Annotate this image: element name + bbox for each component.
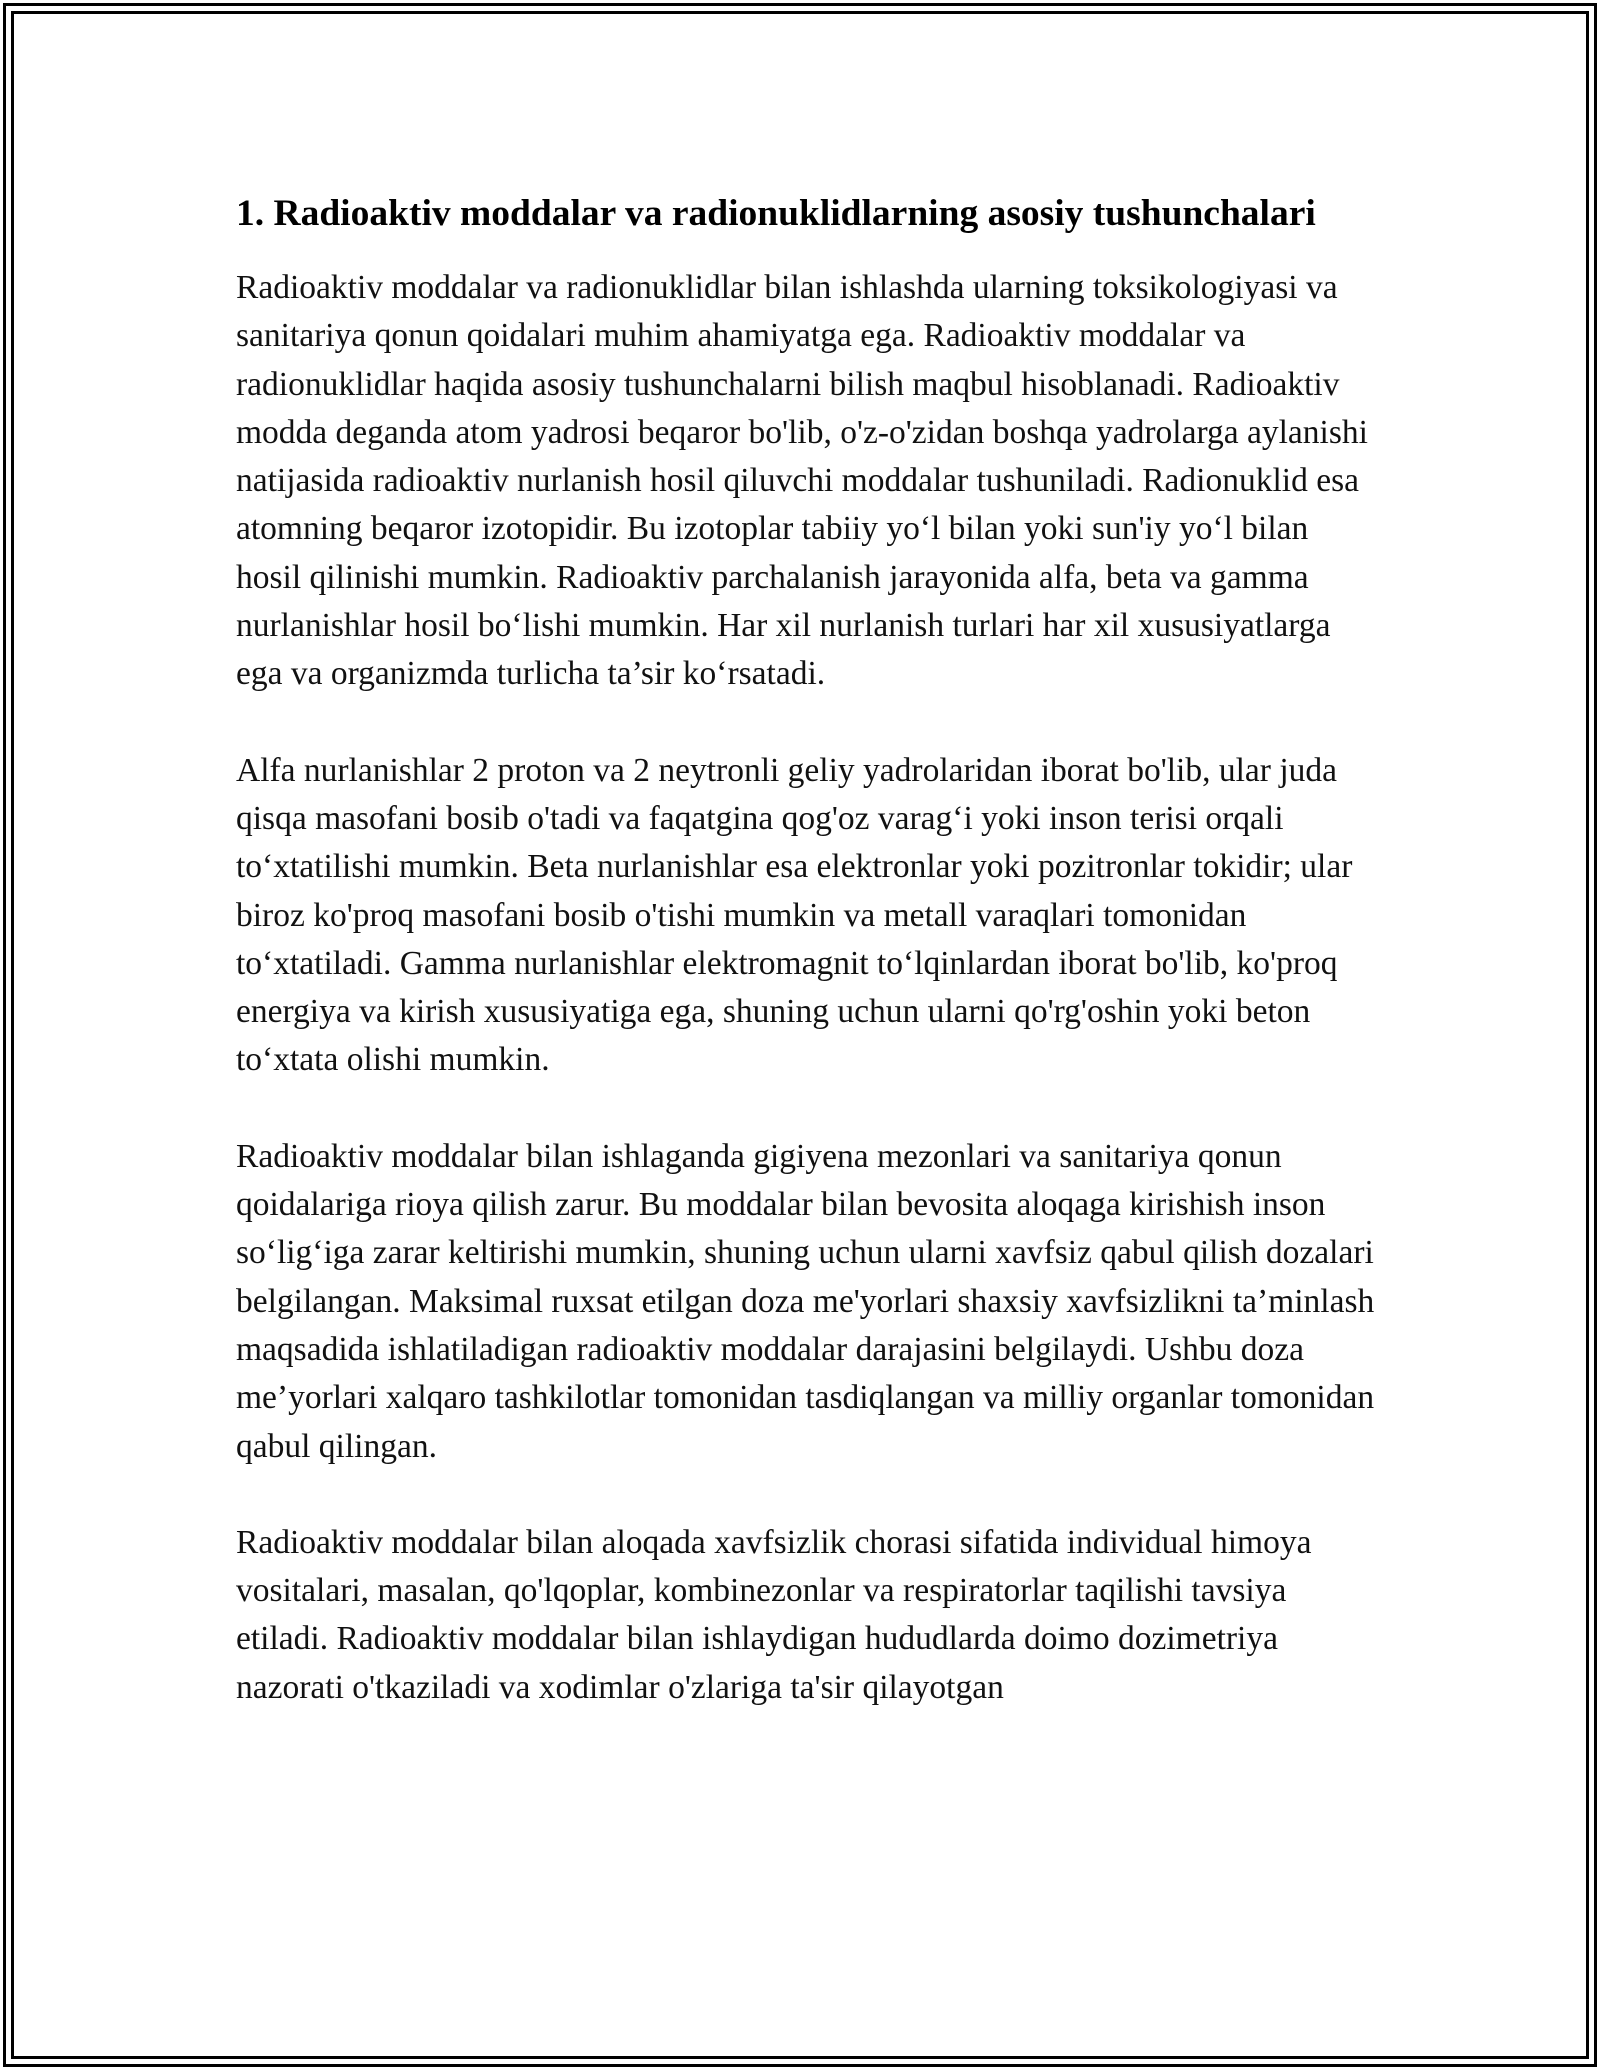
paragraph-hygiene-norms: Radioaktiv moddalar bilan ishlaganda gigiyena mezonlari va sanitariya qonun qoidalariga rioya qilish zarur. Bu moddalar bilan bevosita aloqaga kirishish inson so‘lig‘iga zarar keltirishi mumkin, shuning uchun ularni xavfsiz qabul qilish dozalari belgilangan. Maksimal ruxsat etilgan doza me'yorlari shaxsiy xavfsizlikni ta’minlash maqsadida ishlatiladigan radioaktiv moddalar darajasini belgilaydi. Ushbu doza me’yorlari xalqaro tashkilotlar tomonidan tasdiqlangan va milliy organlar tomonidan qabul qilingan. <box>236 1137 1375 1465</box>
paragraph-intro: Radioaktiv moddalar va radionuklidlar bilan ishlashda ularning toksikologiyasi va sanitariya qonun qoidalari muhim ahamiyatga ega. Radioaktiv moddalar va radionuklidlar haqida asosiy tushunchalarni bilish maqbul hisoblanadi. Radioaktiv modda deganda atom yadrosi beqaror bo'lib, o'z-o'zidan boshqa yadrolarga aylanishi natijasida radioaktiv nurlanish hosil qiluvchi moddalar tushuniladi. Radionuklid esa atomning beqaror izotopidir. Bu izotoplar tabiiy yo‘l bilan yoki sun'iy yo‘l bilan hosil qilinishi mumkin. Radioaktiv parchalanish jarayonida alfa, beta va gamma nurlanishlar hosil bo‘lishi mumkin. Har xil nurlanish turlari har xil xususiyatlarga ega va organizmda turlicha ta’sir ko‘rsatadi. <box>236 269 1368 693</box>
paragraph-protection: Radioaktiv moddalar bilan aloqada xavfsizlik chorasi sifatida individual himoya vositalari, masalan, qo'lqoplar, kombinezonlar va respiratorlar taqilishi tavsiya etiladi. Radioaktiv moddalar bilan ishlaydigan hududlarda doimo dozimetriya nazorati o'tkaziladi va xodimlar o'zlariga ta'sir qilayotgan <box>236 1523 1312 1706</box>
section-heading: 1. Radioaktiv moddalar va radionuklidlarning asosiy tushunchalari <box>236 193 1316 234</box>
paragraph-radiation-types: Alfa nurlanishlar 2 proton va 2 neytronli geliy yadrolaridan iborat bo'lib, ular juda qisqa masofani bosib o'tadi va faqatgina qog'oz varag‘i yoki inson terisi orqali to‘xtatilishi mumkin. Beta nurlanishlar esa elektronlar yoki pozitronlar tokidir; ular biroz ko'proq masofani bosib o'tishi mumkin va metall varaqlari tomonidan to‘xtatiladi. Gamma nurlanishlar elektromagnit to‘lqinlardan iborat bo'lib, ko'proq energiya va kirish xususiyatiga ega, shuning uchun ularni qo'rg'oshin yoki beton to‘xtata olishi mumkin. <box>236 751 1353 1079</box>
document-body <box>236 186 1376 1760</box>
